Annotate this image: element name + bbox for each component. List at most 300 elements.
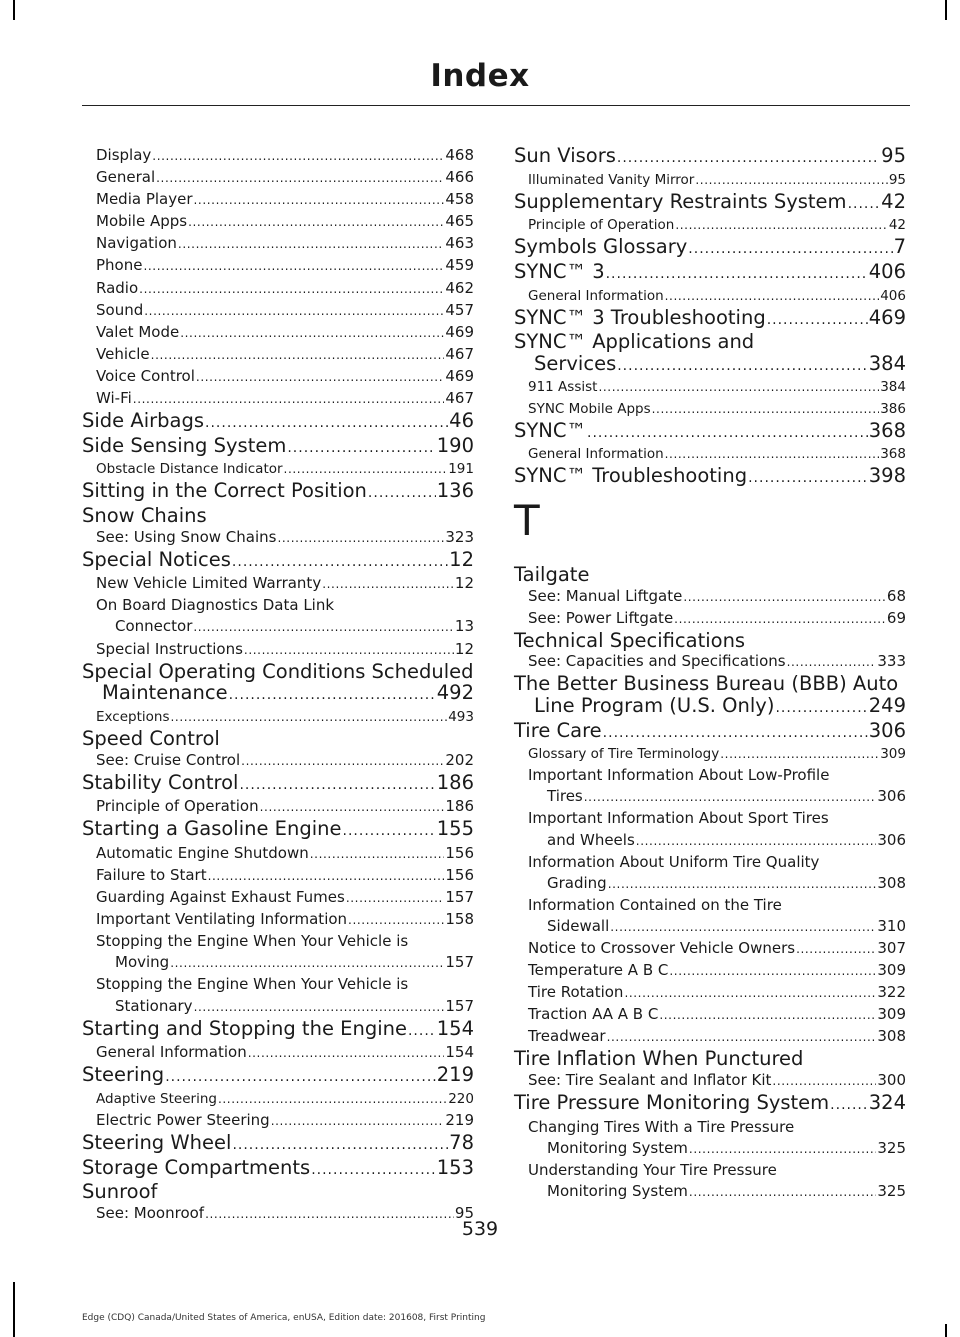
dot-leader: [624, 983, 876, 1004]
index-subentry-continued: [514, 873, 906, 895]
index-entry: [82, 1132, 474, 1157]
index-subentry-heading: Understanding Your Tire Pressure: [528, 1160, 777, 1179]
index-subentry: [82, 909, 474, 931]
entry-title: See: Moonroof: [96, 1203, 205, 1222]
index-subentry: [82, 300, 474, 322]
dot-leader: [587, 423, 868, 445]
dot-leader: [775, 698, 867, 720]
entry-title: General Information: [96, 1043, 247, 1062]
entry-title: Principle of Operation: [96, 797, 259, 816]
dot-leader: [143, 256, 444, 277]
dot-leader: [271, 1111, 445, 1132]
entry-title: Side Airbags: [82, 409, 205, 433]
entry-title: New Vehicle Limited Warranty: [96, 574, 322, 593]
dot-leader: [156, 168, 444, 189]
dot-leader: [205, 413, 448, 435]
index-column-left: [82, 145, 474, 1225]
dot-leader: [260, 797, 445, 818]
entry-title: SYNC™ 3 Troubleshooting: [514, 305, 766, 329]
index-subentry: [82, 388, 474, 410]
index-subentry: [82, 865, 474, 887]
page-number: 539: [461, 1218, 499, 1240]
entry-page-number: 406: [868, 259, 906, 283]
index-entry-heading: Special Operating Conditions Scheduled: [82, 659, 474, 683]
index-subentry: [514, 651, 906, 673]
entry-page-number: 368: [880, 446, 906, 463]
dot-leader: [196, 367, 444, 388]
entry-title: General Information: [528, 287, 664, 304]
index-entry: [82, 435, 474, 460]
entry-page-number: 308: [877, 1027, 906, 1046]
dot-leader: [208, 866, 445, 887]
entry-title: Important Ventilating Information: [96, 910, 348, 929]
index-subentry-heading: Stopping the Engine When Your Vehicle is: [96, 932, 409, 951]
entry-page-number: 333: [877, 652, 906, 671]
index-subentry-heading: Information Contained on the Tire: [528, 895, 782, 914]
entry-page-number: 308: [877, 873, 906, 892]
dot-leader: [193, 617, 454, 638]
entry-title: Temperature A B C: [528, 961, 669, 980]
index-entry-heading: Tire Inflation When Punctured: [514, 1047, 804, 1071]
dot-leader: [239, 775, 435, 797]
entry-page-number: 95: [454, 1203, 474, 1222]
dot-leader: [767, 310, 868, 332]
entry-page-number: 469: [868, 305, 906, 329]
entry-title: Illuminated Vanity Mirror: [528, 171, 695, 188]
index-subentry-continued: [514, 1138, 906, 1160]
index-entry: [82, 480, 474, 505]
index-entry: [514, 261, 906, 286]
entry-page-number: 156: [445, 866, 474, 884]
entry-page-number: 220: [448, 1090, 474, 1107]
entry-title: Storage Compartments: [82, 1155, 311, 1179]
index-entry: [514, 236, 906, 261]
entry-title: Starting and Stopping the Engine: [82, 1016, 407, 1040]
dot-leader: [607, 1027, 877, 1048]
entry-title: Glossary of Tire Terminology: [528, 746, 720, 763]
entry-page-number: 186: [436, 770, 474, 794]
index-entry: [514, 420, 906, 445]
entry-title: Adaptive Steering: [96, 1090, 217, 1107]
entry-title: 911 Assist: [528, 379, 598, 396]
entry-title: Special Notices: [82, 547, 231, 571]
dot-leader: [368, 483, 436, 505]
index-subentry-continued: [82, 616, 474, 638]
entry-title: Moving: [115, 953, 170, 972]
dot-leader: [669, 961, 876, 982]
entry-page-number: 309: [877, 1005, 906, 1024]
index-entry-heading: SYNC™ Applications and: [514, 330, 755, 354]
dot-leader: [598, 377, 879, 398]
dot-leader: [310, 844, 445, 865]
index-subentry: [82, 1042, 474, 1064]
entry-page-number: 155: [436, 817, 474, 841]
dot-leader: [194, 997, 445, 1018]
entry-title: Sitting in the Correct Position: [82, 479, 367, 503]
dot-leader: [180, 323, 444, 344]
entry-page-number: 306: [877, 787, 906, 806]
entry-title: See: Cruise Control: [96, 750, 241, 769]
index-entry: [82, 549, 474, 574]
dot-leader: [232, 1135, 448, 1157]
index-section-letter: T: [514, 495, 540, 545]
entry-page-number: 95: [888, 171, 906, 188]
dot-leader: [674, 609, 886, 630]
entry-title: Treadwear: [528, 1027, 606, 1046]
entry-title: Radio: [96, 278, 139, 297]
dot-leader: [408, 1021, 436, 1043]
entry-page-number: 306: [877, 830, 906, 849]
index-subentry: [514, 444, 906, 465]
entry-title: Wi-Fi: [96, 389, 132, 408]
index-subentry: [82, 322, 474, 344]
index-entry-heading: The Better Business Bureau (BBB) Auto: [514, 672, 899, 696]
edition-footer: Edge (CDQ) Canada/United States of America, enUSA, Edition date: 201608, First Printing: [82, 1313, 486, 1323]
index-subentry-continued: [514, 916, 906, 938]
header-divider: [82, 105, 910, 106]
dot-leader: [689, 1139, 876, 1160]
entry-title: Steering Wheel: [82, 1131, 232, 1155]
dot-leader: [720, 744, 879, 765]
entry-page-number: 324: [868, 1091, 906, 1115]
entry-page-number: 309: [877, 961, 906, 980]
entry-title: Steering: [82, 1063, 165, 1087]
entry-page-number: 300: [877, 1071, 906, 1090]
entry-page-number: 325: [877, 1138, 906, 1157]
entry-title: See: Tire Sealant and Inflator Kit: [528, 1071, 772, 1090]
index-subentry-heading: Stopping the Engine When Your Vehicle is: [96, 975, 409, 994]
entry-title: Tire Pressure Monitoring System: [514, 1091, 830, 1115]
dot-leader: [346, 888, 445, 909]
entry-page-number: 322: [877, 983, 906, 1002]
entry-title: SYNC™: [514, 418, 586, 442]
entry-page-number: 12: [454, 574, 474, 593]
index-subentry: [82, 255, 474, 277]
index-subentry-heading: Important Information About Sport Tires: [528, 809, 829, 828]
dot-leader: [665, 286, 880, 307]
entry-title: Exceptions: [96, 708, 170, 725]
entry-title: Sun Visors: [514, 144, 616, 167]
dot-leader: [322, 574, 454, 595]
dot-leader: [652, 399, 880, 420]
entry-title: Traction AA A B C: [528, 1005, 659, 1024]
entry-page-number: 463: [445, 234, 474, 253]
index-subentry: [514, 286, 906, 307]
entry-page-number: 492: [436, 681, 474, 705]
entry-page-number: 202: [445, 750, 474, 769]
index-subentry: [82, 167, 474, 189]
dot-leader: [675, 215, 887, 236]
index-subentry: [82, 573, 474, 595]
index-entry: [82, 1064, 474, 1089]
dot-leader: [606, 264, 868, 286]
index-subentry: [514, 982, 906, 1004]
entry-title: Sidewall: [547, 916, 610, 935]
index-subentry: [82, 278, 474, 300]
entry-title: Phone: [96, 256, 143, 275]
entry-page-number: 157: [445, 996, 474, 1015]
entry-title: Connector: [115, 617, 193, 636]
entry-page-number: 12: [449, 547, 474, 571]
entry-title: Obstacle Distance Indicator: [96, 461, 283, 478]
entry-title: See: Manual Liftgate: [528, 586, 683, 605]
page-title: Index: [430, 58, 530, 94]
crop-mark-bottom-right: [945, 1324, 947, 1337]
index-entry-heading: Speed Control: [82, 726, 220, 750]
index-subentry: [514, 215, 906, 236]
entry-title: SYNC™ 3: [514, 259, 605, 283]
entry-page-number: 465: [445, 212, 474, 231]
index-subentry: [82, 1110, 474, 1132]
entry-page-number: 406: [880, 287, 906, 304]
entry-page-number: 493: [448, 708, 474, 725]
dot-leader: [151, 345, 445, 366]
dot-leader: [244, 640, 454, 661]
entry-title: See: Power Liftgate: [528, 608, 674, 627]
entry-page-number: 249: [868, 693, 906, 717]
dot-leader: [194, 190, 445, 211]
index-entry: [514, 307, 906, 332]
entry-page-number: 457: [445, 300, 474, 319]
entry-page-number: 309: [880, 746, 906, 763]
dot-leader: [139, 279, 444, 300]
dot-leader: [584, 787, 877, 808]
index-entry-continued: [82, 682, 474, 707]
entry-page-number: 136: [436, 479, 474, 503]
index-entry: [82, 818, 474, 843]
entry-page-number: 398: [868, 464, 906, 488]
entry-title: Maintenance: [102, 681, 228, 705]
index-subentry: [82, 843, 474, 865]
index-subentry: [82, 189, 474, 211]
entry-title: General Information: [528, 446, 664, 463]
entry-title: General: [96, 168, 156, 187]
index-subentry: [514, 744, 906, 765]
index-subentry-continued: [82, 952, 474, 974]
entry-title: Tires: [547, 787, 583, 806]
entry-title: Vehicle: [96, 344, 150, 363]
entry-page-number: 191: [448, 461, 474, 478]
index-subentry: [82, 1089, 474, 1110]
index-entry: [82, 1018, 474, 1043]
dot-leader: [178, 234, 444, 255]
index-subentry: [514, 170, 906, 191]
entry-page-number: 310: [877, 916, 906, 935]
index-subentry: [514, 608, 906, 630]
index-subentry: [82, 145, 474, 167]
entry-title: Special Instructions: [96, 639, 243, 658]
index-subentry-continued: [514, 786, 906, 808]
index-entry: [82, 410, 474, 435]
entry-title: Electric Power Steering: [96, 1111, 270, 1130]
entry-page-number: 156: [445, 843, 474, 862]
entry-title: Tire Care: [514, 718, 602, 742]
dot-leader: [287, 438, 435, 460]
dot-leader: [144, 301, 444, 322]
index-subentry: [82, 527, 474, 549]
index-subentry-heading: On Board Diagnostics Data Link: [96, 596, 335, 615]
dot-leader: [311, 1160, 436, 1182]
entry-page-number: 12: [454, 639, 474, 658]
index-subentry: [514, 960, 906, 982]
entry-page-number: 325: [877, 1182, 906, 1201]
crop-mark-bottom-left: [13, 1282, 15, 1337]
dot-leader: [636, 831, 877, 852]
index-subentry: [82, 707, 474, 728]
entry-page-number: 462: [445, 278, 474, 297]
dot-leader: [218, 1089, 447, 1110]
entry-page-number: 95: [881, 144, 906, 167]
index-subentry: [514, 938, 906, 960]
entry-page-number: 468: [445, 146, 474, 164]
dot-leader: [689, 1182, 876, 1203]
entry-page-number: 386: [880, 400, 906, 417]
entry-page-number: 459: [445, 256, 474, 275]
entry-page-number: 13: [454, 617, 474, 636]
entry-page-number: 469: [445, 366, 474, 385]
dot-leader: [796, 939, 876, 960]
entry-page-number: 219: [436, 1063, 474, 1087]
entry-page-number: 78: [449, 1131, 474, 1155]
index-subentry-continued: [82, 996, 474, 1018]
dot-leader: [229, 685, 436, 707]
index-subentry: [82, 344, 474, 366]
crop-mark-top-left: [13, 0, 15, 20]
entry-title: Mobile Apps: [96, 212, 188, 231]
dot-leader: [170, 707, 447, 728]
entry-page-number: 153: [436, 1155, 474, 1179]
index-subentry: [514, 586, 906, 608]
entry-title: and Wheels: [547, 830, 635, 849]
index-entry: [514, 145, 906, 170]
entry-page-number: 219: [445, 1111, 474, 1130]
dot-leader: [277, 528, 444, 549]
dot-leader: [610, 917, 876, 938]
entry-title: Valet Mode: [96, 322, 180, 341]
dot-leader: [232, 552, 448, 574]
entry-page-number: 157: [445, 953, 474, 972]
entry-title: Stability Control: [82, 770, 239, 794]
index-subentry-heading: Important Information About Low-Profile: [528, 766, 830, 785]
crop-mark-top-right: [945, 0, 947, 20]
entry-page-number: 69: [886, 608, 906, 627]
dot-leader: [695, 170, 887, 191]
index-entry-continued: [514, 695, 906, 720]
index-subentry: [82, 796, 474, 818]
dot-leader: [165, 1067, 436, 1089]
dot-leader: [688, 239, 892, 261]
index-subentry-continued: [514, 830, 906, 852]
dot-leader: [608, 874, 877, 895]
entry-page-number: 307: [877, 939, 906, 957]
entry-title: Principle of Operation: [528, 217, 675, 234]
entry-page-number: 154: [436, 1016, 474, 1040]
entry-title: SYNC™ Troubleshooting: [514, 464, 748, 488]
entry-title: Monitoring System: [547, 1138, 688, 1157]
index-entry: [514, 1092, 906, 1117]
entry-title: Symbols Glossary: [514, 235, 688, 259]
index-subentry: [82, 366, 474, 388]
index-subentry-continued: [514, 1181, 906, 1203]
dot-leader: [659, 1005, 876, 1026]
entry-page-number: 368: [868, 418, 906, 442]
entry-title: Services: [534, 351, 617, 375]
dot-leader: [348, 910, 444, 931]
index-subentry: [82, 887, 474, 909]
dot-leader: [772, 1071, 876, 1092]
index-subentry: [82, 211, 474, 233]
dot-leader: [241, 751, 444, 772]
entry-page-number: 384: [880, 379, 906, 396]
dot-leader: [787, 652, 877, 673]
entry-page-number: 323: [445, 527, 474, 546]
entry-page-number: 157: [445, 888, 474, 907]
index-entry-heading: Sunroof: [82, 1180, 158, 1204]
entry-page-number: 186: [445, 797, 474, 816]
index-entry: [82, 772, 474, 797]
index-entry-continued: [514, 353, 906, 378]
entry-title: See: Using Snow Chains: [96, 527, 277, 546]
entry-title: Side Sensing System: [82, 433, 287, 457]
entry-title: Voice Control: [96, 366, 195, 385]
entry-title: See: Capacities and Specifications: [528, 652, 786, 671]
dot-leader: [617, 356, 868, 378]
entry-title: Automatic Engine Shutdown: [96, 843, 309, 862]
entry-page-number: 42: [881, 189, 906, 213]
entry-title: Stationary: [115, 996, 193, 1015]
entry-title: Supplementary Restraints System: [514, 189, 847, 213]
dot-leader: [284, 459, 448, 480]
entry-page-number: 68: [886, 586, 906, 605]
index-entry: [514, 465, 906, 490]
entry-title: Starting a Gasoline Engine: [82, 817, 342, 841]
entry-title: Navigation: [96, 234, 177, 253]
index-subentry: [82, 750, 474, 772]
dot-leader: [603, 723, 868, 745]
dot-leader: [133, 389, 445, 410]
index-entry-heading: Technical Specifications: [514, 628, 746, 652]
entry-title: Failure to Start: [96, 866, 207, 884]
entry-page-number: 7: [893, 235, 906, 259]
entry-page-number: 467: [445, 389, 474, 408]
index-subentry: [514, 1004, 906, 1026]
entry-title: Grading: [547, 873, 607, 892]
dot-leader: [683, 587, 886, 608]
index-subentry-heading: Changing Tires With a Tire Pressure: [528, 1117, 795, 1136]
index-entry: [514, 191, 906, 216]
index-subentry: [514, 377, 906, 398]
dot-leader: [170, 953, 444, 974]
index-entry: [514, 720, 906, 745]
dot-leader: [152, 146, 444, 167]
entry-page-number: 384: [868, 351, 906, 375]
index-subentry: [514, 1026, 906, 1048]
entry-page-number: 306: [868, 718, 906, 742]
entry-title: Sound: [96, 300, 144, 319]
dot-leader: [343, 821, 436, 843]
dot-leader: [848, 194, 881, 216]
dot-leader: [188, 212, 444, 233]
entry-page-number: 469: [445, 322, 474, 341]
dot-leader: [748, 468, 868, 490]
entry-page-number: 467: [445, 344, 474, 363]
entry-title: Guarding Against Exhaust Fumes: [96, 888, 345, 907]
entry-page-number: 42: [888, 217, 906, 234]
index-entry-heading: Snow Chains: [82, 504, 207, 527]
entry-page-number: 46: [449, 409, 474, 433]
dot-leader: [617, 148, 880, 170]
dot-leader: [248, 1043, 445, 1064]
